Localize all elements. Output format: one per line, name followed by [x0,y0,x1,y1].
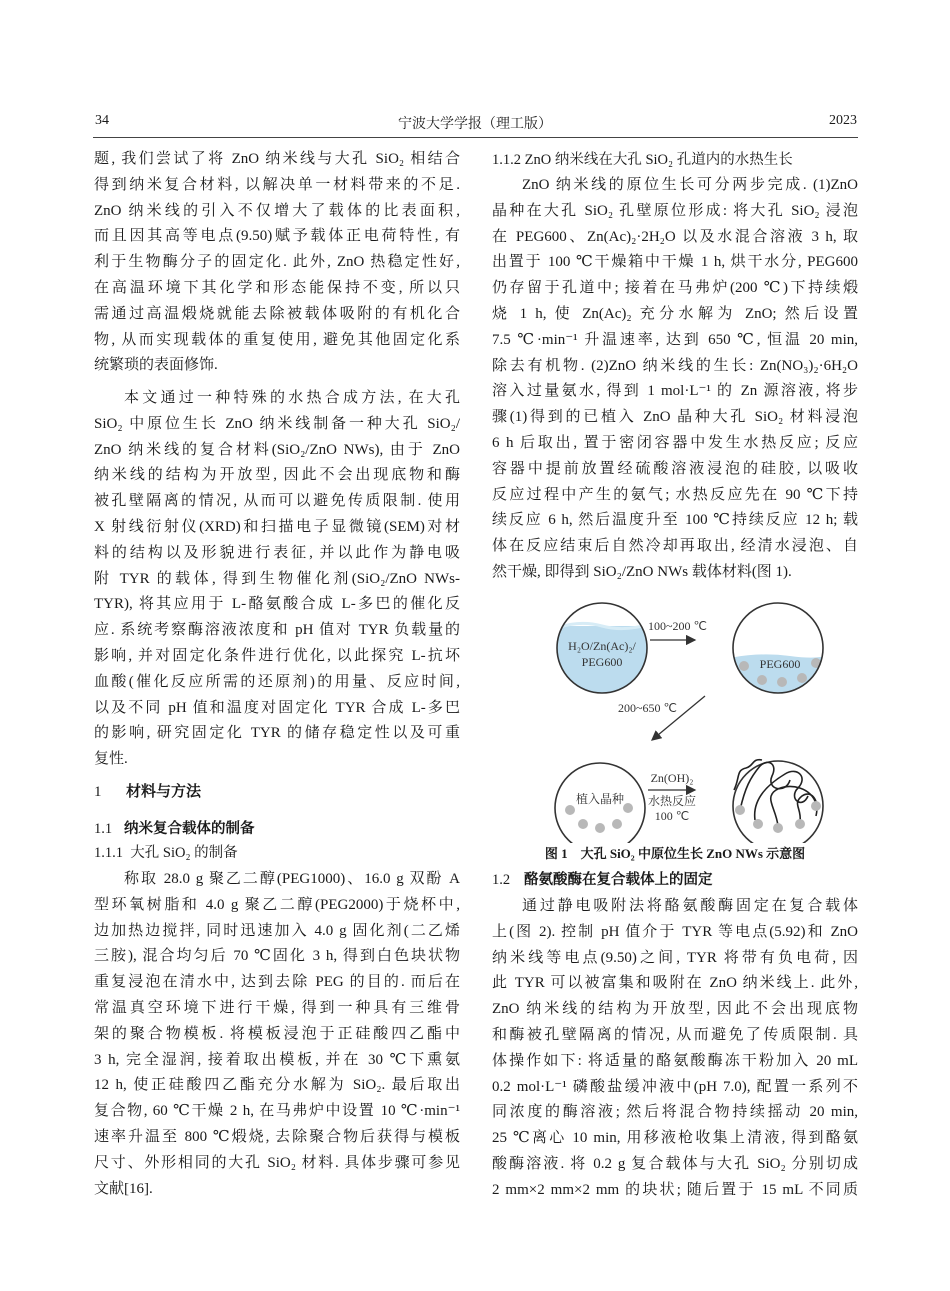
text-line: 称取 28.0 g 聚乙二醇(PEG1000)、16.0 g 双酚 A [124,871,460,887]
text-line: 附 TYR 的载体, 得到生物催化剂(SiO₂/ZnO NWs- [94,570,460,587]
text-line: 三胺), 混合均匀后 70 ℃固化 3 h, 得到白色块状物 [94,948,460,965]
solution-label-line1: H₂O/Zn(Ac)₂/ [568,639,636,653]
paragraph [94,147,460,379]
text-line: 纳米线的结构为开放型, 因此不会出现底物和酶 [94,467,460,484]
header-rule [93,137,858,138]
text-line: 型环氧树脂和 4.0 g 聚乙二醇(PEG2000)于烧杯中, [94,896,460,913]
text-line: 在高温环境下其化学和形态能保持不变, 所以只 [94,279,460,296]
section-title: 大孔 SiO₂ 的制备 [130,845,238,861]
text-line: 反应过程中产生的氨气; 水热反应先在 90 ℃下持 [492,486,858,503]
text-line: 复性. [94,751,128,768]
text-line: 出置于 100 ℃干燥箱中干燥 1 h, 烘干水分, PEG600 [492,254,858,271]
text-line: 体操作如下: 将适量的酪氨酸酶冻干粉加入 20 mL [492,1052,858,1069]
paragraph [94,386,460,773]
text-line: X 射线衍射仪(XRD)和扫描电子显微镜(SEM)对材 [94,518,460,535]
text-line: 边加热边搅拌, 同时迅速加入 4.0 g 固化剂(二乙烯 [94,922,460,939]
section-heading-1-1-2 [492,148,858,172]
text-line: 尺寸、外形相同的大孔 SiO₂ 材料. 具体步骤可参见 [94,1154,460,1171]
text-line: 以及不同 pH 值和温度对固定化 TYR 合成 L-多巴 [94,699,460,716]
text-line: 7.5 ℃·min⁻¹ 升温速率, 达到 650 ℃, 恒温 20 min, [492,331,858,348]
text-line: 同浓度的酶溶液; 然后将混合物持续摇动 20 min, [492,1104,858,1121]
text-line: 晶种在大孔 SiO₂ 孔壁原位形成: 将大孔 SiO₂ 浸泡 [492,202,858,219]
section-title: ZnO 纳米线在大孔 SiO₂ 孔道内的水热生长 [524,152,793,168]
text-line: 文献[16]. [94,1180,153,1197]
peg-label: PEG600 [759,657,801,671]
text-line: 体在反应结束后自然冷却再取出, 经清水浸泡、自 [492,538,858,555]
text-line: 烧 1 h, 使 Zn(Ac)₂ 充分水解为 ZnO; 然后设置 [492,305,858,322]
text-line: 而且因其高等电点(9.50)赋予载体正电荷特性, 有 [94,228,460,245]
pore-with-solution [550,603,660,706]
section-number: 1.1.2 [492,152,521,168]
text-line: 0.2 mol·L⁻¹ 磷酸盐缓冲液中(pH 7.0), 配置一系列不 [492,1078,858,1095]
text-line: TYR), 将其应用于 L-酪氨酸合成 L-多巴的催化反 [94,596,460,613]
text-line: ZnO 纳米线的结构为开放型, 因此不会出现底物 [492,1001,858,1018]
reaction-label: 水热反应 [647,794,697,808]
text-line: ZnO 纳米线的复合材料(SiO₂/ZnO NWs), 由于 ZnO [94,441,460,458]
text-line: 复合物, 60 ℃干燥 2 h, 在马弗炉中设置 10 ℃·min⁻¹ [94,1103,460,1120]
text-line: 利于生物酶分子的固定化. 此外, ZnO 热稳定性好, [94,254,460,271]
section-title: 酪氨酸酶在复合载体上的固定 [524,872,713,888]
section-number: 1.2 [492,872,511,888]
text-line: 速率升温至 800 ℃煅烧, 去除聚合物后获得与模板 [94,1128,460,1145]
text-line: SiO₂ 中原位生长 ZnO 纳米线制备一种大孔 SiO₂/ [94,415,460,432]
text-line: 上(图 2). 控制 pH 值介于 TYR 等电点(5.92)和 ZnO [492,923,858,940]
text-line: 容器中提前放置经硫酸溶液浸泡的硅胶, 以吸收 [492,460,858,477]
text-line: 常温真空环境下进行干燥, 得到一种具有三维骨 [94,999,460,1016]
section-number: 1.1 [94,821,113,837]
text-line: 除去有机物. (2)ZnO 纳米线的生长: Zn(NO₃)₂·6H₂O [492,357,858,374]
text-line: 6 h 后取出, 置于密闭容器中发生水热反应; 反应 [492,434,858,451]
text-line: 本文通过一种特殊的水热合成方法, 在大孔 [124,390,460,406]
text-line: 的影响, 研究固定化 TYR 的储存稳定性以及可重 [94,725,460,742]
section-number: 1 [94,784,102,800]
text-line: 溶入过量氨水, 得到 1 mol·L⁻¹ 的 Zn 源溶液, 将步 [492,383,858,400]
temp-label-1: 100~200 ℃ [648,619,707,633]
section-heading-1-1 [94,817,460,841]
text-line: 此 TYR 可以被富集和吸附在 ZnO 纳米线上. 此外, [492,975,858,992]
pore-with-nanowires [733,760,823,843]
text-line: 续反应 6 h, 然后温度升至 100 ℃持续反应 12 h; 载 [492,512,858,529]
text-line: 和酶被孔壁隔离的情况, 从而避免了传质限制. 具 [492,1026,858,1043]
figure-1-caption: 图 1 大孔 SiO₂ 中原位生长 ZnO NWs 示意图 [544,846,806,861]
paragraph [492,173,858,586]
text-line: 血酸(催化反应所需的还原剂)的用量、反应时间, [94,673,460,690]
seed-label: 植入晶种 [575,792,625,806]
paragraph [492,894,858,1204]
paragraph [94,867,460,1202]
journal-year: 2023 [829,113,857,128]
text-line: 12 h, 使正硅酸四乙酯充分水解为 SiO₂. 最后取出 [94,1077,460,1094]
text-line: 2 mm×2 mm×2 mm 的块状; 随后置于 15 mL 不同质 [492,1181,858,1198]
text-line: ZnO 纳米线的引入不仅增大了载体的比表面积, [94,202,460,219]
text-line: 骤(1)得到的已植入 ZnO 晶种大孔 SiO₂ 材料浸泡 [492,409,858,426]
figure-1-schematic [540,598,840,843]
section-heading-1 [94,780,460,804]
text-line: 架的聚合物模板. 将模板浸泡于正硅酸四乙酯中 [94,1025,460,1042]
text-line: 应. 系统考察酶溶液浓度和 pH 值对 TYR 负载量的 [94,622,460,639]
text-line: 25 ℃离心 10 min, 用移液枪收集上清液, 得到酪氨 [492,1130,858,1147]
text-line: 题, 我们尝试了将 ZnO 纳米线与大孔 SiO₂ 相结合 [94,151,460,167]
text-line: 料的结构以及形貌进行表征, 并以此作为静电吸 [94,544,460,561]
solution-label-line2: PEG600 [581,655,623,669]
text-line: 酸酶溶液. 将 0.2 g 复合载体与大孔 SiO₂ 分别切成 [492,1155,858,1172]
text-line: 需通过高温煅烧就能去除被载体吸附的有机化合 [94,305,460,322]
temp-label-2: 200~650 ℃ [618,701,677,715]
text-line: 仍存留于孔道中; 接着在马弗炉(200 ℃)下持续煅 [492,280,858,297]
reagent-label: Zn(OH)₂ [650,771,694,785]
text-line: 统繁琐的表面修饰. [94,357,218,374]
text-line: ZnO 纳米线的原位生长可分两步完成. (1)ZnO [522,177,858,193]
text-line: 3 h, 完全湿润, 接着取出模板, 并在 30 ℃下熏氨 [94,1051,460,1068]
section-heading-1-1-1 [94,841,460,865]
pore-with-peg [730,603,830,698]
journal-title: 宁波大学学报（理工版） [398,117,552,132]
text-line: 被孔壁隔离的情况, 从而可以避免传质限制. 使用 [94,493,460,510]
text-line: 物, 从而实现载体的重复使用, 避免其他固定化系 [94,331,460,348]
page-number: 34 [95,113,109,128]
pore-with-seeds [555,763,645,843]
text-line: 纳米线等电点(9.50)之间, TYR 将带有负电荷, 因 [492,949,858,966]
text-line: 通过静电吸附法将酪氨酸酶固定在复合载体 [522,898,858,914]
section-heading-1-2 [492,868,858,892]
text-line: 影响, 并对固定化条件进行优化, 以此探究 L-抗坏 [94,647,460,664]
section-number: 1.1.1 [94,845,123,861]
text-line: 在 PEG600、Zn(Ac)₂·2H₂O 以及水混合溶液 3 h, 取 [492,228,858,245]
temp-label-3: 100 ℃ [654,809,690,823]
text-line: 然干燥, 即得到 SiO₂/ZnO NWs 载体材料(图 1). [492,563,792,580]
section-title: 材料与方法 [126,784,202,800]
section-title: 纳米复合载体的制备 [124,821,255,837]
text-line: 重复浸泡在清水中, 达到去除 PEG 的目的. 而后在 [94,974,460,991]
text-line: 得到纳米复合材料, 以解决单一材料带来的不足. [94,176,460,193]
